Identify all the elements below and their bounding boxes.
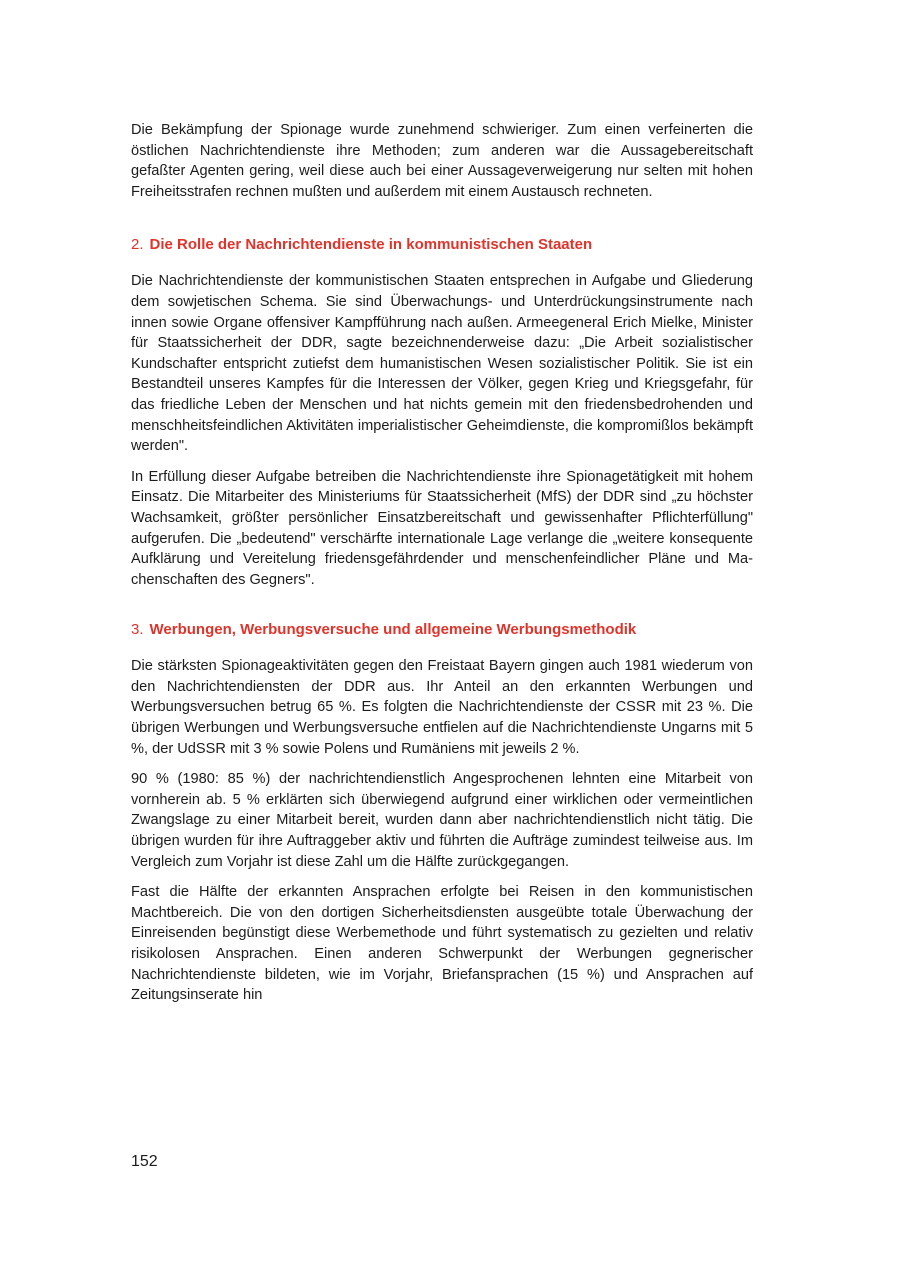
section-2-paragraph-2: In Erfüllung dieser Aufgabe betreiben die Nachrichtendienste ihre Spionagetätigkeit mit hohem Einsatz. Die Mitarbeiter des Ministeriums für Staatssicherheit (MfS) der DDR sind „zu höchster Wachsamkeit, größter persönlicher Einsatzbereitschaft und gewissenhafter Pflichterfüllung" aufgerufen. Die „bedeutend" verschärfte internationale Lage verlange die „weitere konsequente Aufklärung und Vereitelung friedensgefährdender und menschenfeindlicher Pläne und Machenschaften des Gegners". xyxy=(131,468,753,588)
section-3-heading xyxy=(131,620,753,640)
section-3-title: Werbungen, Werbungsversuche und allgemeine Werbungsmethodik xyxy=(149,621,637,639)
page-number: 152 xyxy=(131,1153,158,1170)
section-3-paragraph-1: Die stärksten Spionageaktivitäten gegen den Freistaat Bayern gingen auch 1981 wiederum von den Nachrichtendiensten der DDR aus. Ihr Anteil an den erkannten Werbungen und Werbungsversuchen betrug 65 %. Es folgten die Nachrichtendienste der CSSR mit 23 %. Die übrigen Werbungen und Werbungsversuche entfielen auf die Nachrichtendienste Ungarns mit 5 %, der UdSSR mit 3 % sowie Polens und Rumäniens mit jeweils 2 %. xyxy=(131,658,753,757)
section-3-paragraph-3: Fast die Hälfte der erkannten Ansprachen erfolgte bei Reisen in den kommunistischen Machtbereich. Die von den dortigen Sicherheitsdiensten ausgeübte totale Überwachung der Einreisenden begünstigt diese Werbemethode und führt systematisch zu gezielten und relativ risikolosen Ansprachen. Einen anderen Schwerpunkt der Werbungen gegnerischer Nachrichtendienste bildeten, wie im Vorjahr, Briefansprachen (15 %) und Ansprachen auf Zeitungsinserate hin xyxy=(131,884,753,1004)
intro-paragraph: Die Bekämpfung der Spionage wurde zunehmend schwieriger. Zum einen verfeinerten die östlichen Nachrichtendienste ihre Methoden; zum anderen war die Aussagebereitschaft gefaßter Agenten gering, weil diese auch bei einer Aussageverweigerung nur selten mit hohen Freiheitsstrafen rechnen mußten und außerdem mit einem Austausch rechneten. xyxy=(131,122,753,200)
section-2-paragraph-1: Die Nachrichtendienste der kommunistischen Staaten entsprechen in Aufgabe und Gliederung dem sowjetischen Schema. Sie sind Überwachungs- und Unterdrückungsinstrumente nach innen sowie Organe offensiver Kampfführung nach außen. Armeegeneral Erich Mielke, Minister für Staatssicherheit der DDR, sagte bezeichnenderweise dazu: „Die Arbeit sozialistischer Kundschafter entspricht zutiefst dem humanistischen Wesen sozialistischer Politik. Sie ist ein Bestandteil unseres Kampfes für die Interessen der Völker, gegen Krieg und Kriegsgefahr, für das friedliche Leben der Menschen und hat nichts gemein mit den friedensbedrohenden und menschheitsfeindlichen Aktivitäten imperialistischer Geheimdienste, die kompromißlos bekämpft werden". xyxy=(131,273,753,455)
section-2-title: Die Rolle der Nachrichtendienste in kommunistischen Staaten xyxy=(149,236,593,254)
document-page xyxy=(131,120,753,1006)
section-2-number: 2. xyxy=(131,236,144,254)
section-3-paragraph-2: 90 % (1980: 85 %) der nachrichtendienstlich Angesprochenen lehnten eine Mitarbeit von vornherein ab. 5 % erklärten sich überwiegend aufgrund einer wirklichen oder vermeintlichen Zwangslage zu einer Mitarbeit bereit, wurden dann aber nachrichtendienstlich nicht tätig. Die übrigen wurden für ihre Auftraggeber aktiv und führten die Aufträge zumindest teilweise aus. Im Vergleich zum Vorjahr ist diese Zahl um die Hälfte zurückgegangen. xyxy=(131,771,753,870)
section-3-number: 3. xyxy=(131,621,144,639)
section-2-heading xyxy=(131,235,753,255)
